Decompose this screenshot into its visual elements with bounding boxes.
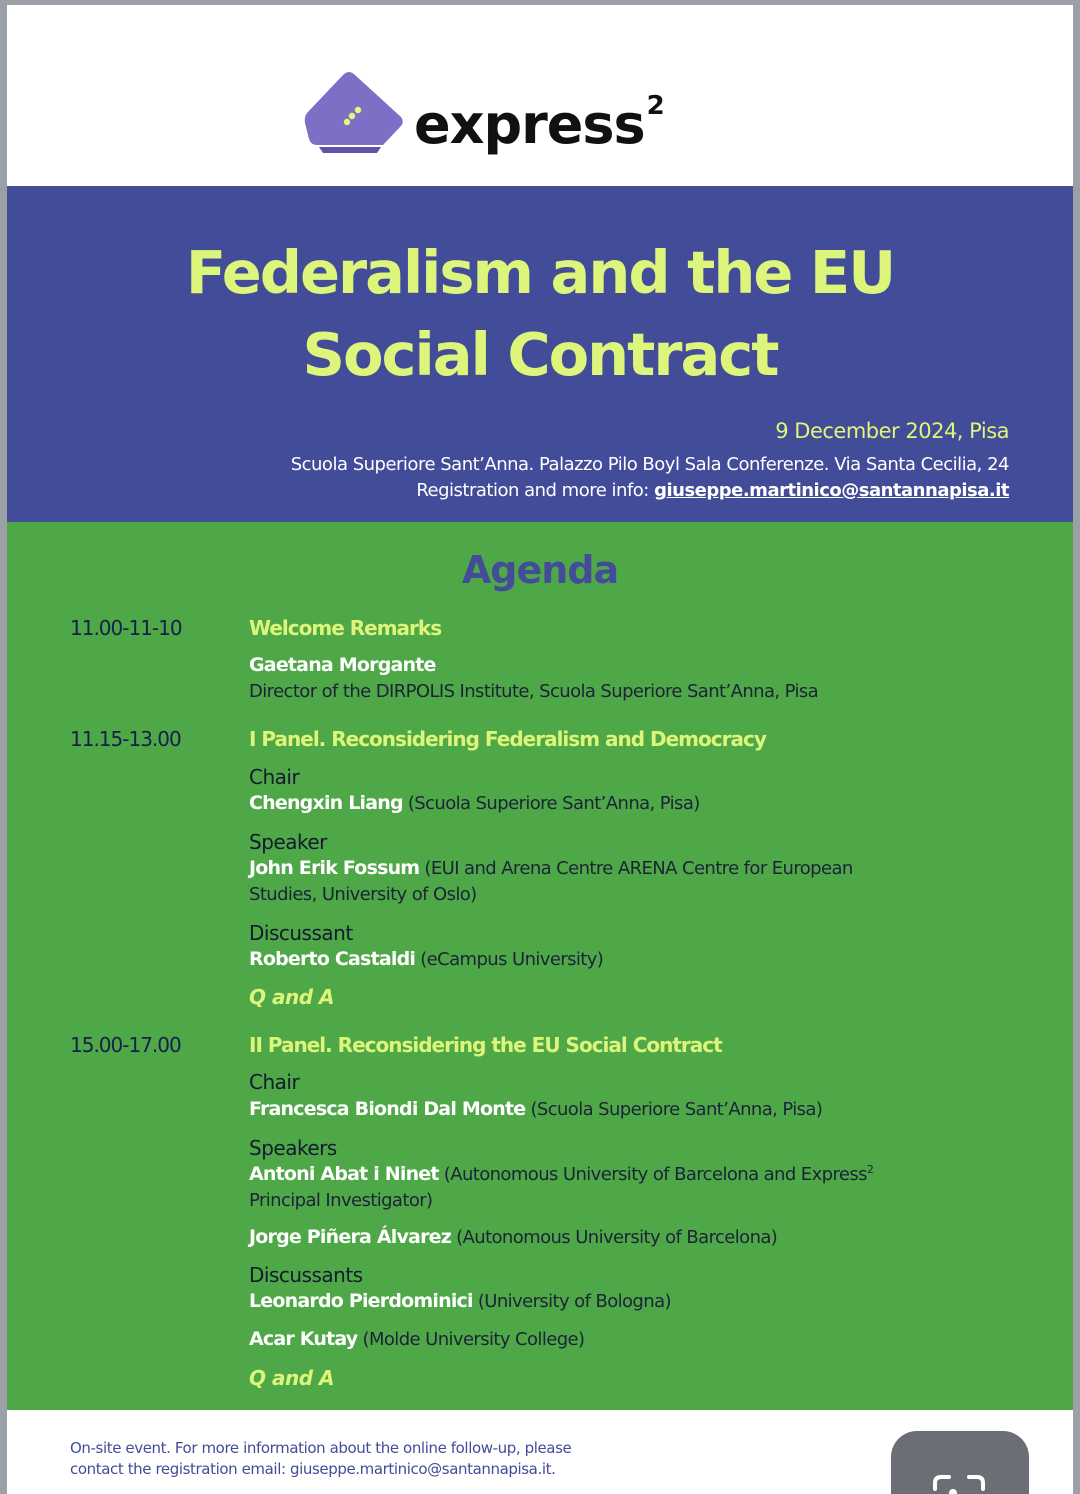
agenda-heading: Agenda [461,548,619,592]
slot-3-speaker-2: Jorge Piñera Álvarez (Autonomous University of Barcelona) [249,1226,778,1248]
ballot-box-icon [297,67,409,162]
event-venue: Scuola Superiore Sant’Anna. Palazzo Pilo Boyl Sala Conferenze. Via Santa Cecilia, 24 [290,454,1009,475]
slot-2-speaker: John Erik Fossum (EUI and Arena Centre ARENA Centre for European [249,857,853,879]
express-logo [297,67,737,177]
slot-1-time: 11.00-11-10 [70,616,182,640]
slot-3-chair: Francesca Biondi Dal Monte (Scuola Superiore Sant’Anna, Pisa) [249,1098,823,1120]
slot-3-chair-label: Chair [249,1070,300,1094]
slot-3-speaker-1: Antoni Abat i Ninet (Autonomous University of Barcelona and Express$^2$ [249,1163,874,1185]
slot-3-discussants-label: Discussants [249,1263,363,1287]
footer-note-line-1: On-site event. For more information about the online follow-up, please [70,1439,572,1457]
logo-wordmark: express$^2$ [414,91,664,156]
slot-2-discussant-label: Discussant [249,921,353,945]
slot-3-speaker-1-affiliation-cont: Principal Investigator) [249,1190,433,1211]
event-date: 9 December 2024, Pisa [775,419,1009,443]
agenda-band [7,522,1073,1410]
slot-3-discussant-1: Leonardo Pierdominici (University of Bologna) [249,1290,671,1312]
slot-3-discussant-2: Acar Kutay (Molde University College) [249,1328,585,1350]
slot-3-title: II Panel. Reconsidering the EU Social Contract [249,1033,722,1057]
slot-2-discussant: Roberto Castaldi (eCampus University) [249,948,604,970]
slot-2-chair: Chengxin Liang (Scuola Superiore Sant’Anna, Pisa) [249,792,700,814]
slot-2-chair-label: Chair [249,765,300,789]
slot-3-speakers-label: Speakers [249,1136,337,1160]
title-line-1: Federalism and the EU [185,238,895,307]
slot-2-title: I Panel. Reconsidering Federalism and Democracy [249,727,766,751]
registration-info [416,480,1009,501]
footer-note-line-2: contact the registration email: giuseppe.martinico@santannapisa.it. [70,1460,556,1478]
scan-image-icon [931,1473,987,1494]
slot-3-qa: Q and A [249,1366,334,1390]
slot-2-speaker-label: Speaker [249,830,327,854]
slot-2-speaker-affiliation-cont: Studies, University of Oslo) [249,884,477,905]
slot-1-speaker: Gaetana Morgante [249,654,436,676]
slot-1-affiliation: Director of the DIRPOLIS Institute, Scuola Superiore Sant’Anna, Pisa [249,681,819,702]
title-band [7,186,1073,523]
footer-note [70,1438,770,1480]
registration-email-link[interactable]: giuseppe.martinico@santannapisa.it [654,480,1009,501]
registration-label: Registration and more info: [416,480,655,501]
slot-2-qa: Q and A [249,985,334,1009]
poster-page [7,5,1073,1494]
slot-3-time: 15.00-17.00 [70,1033,181,1057]
event-title [7,232,1073,396]
title-line-2: Social Contract [302,320,778,389]
slot-2-time: 11.15-13.00 [70,727,181,751]
slot-1-title: Welcome Remarks [249,616,442,640]
scan-image-button[interactable] [891,1431,1029,1494]
